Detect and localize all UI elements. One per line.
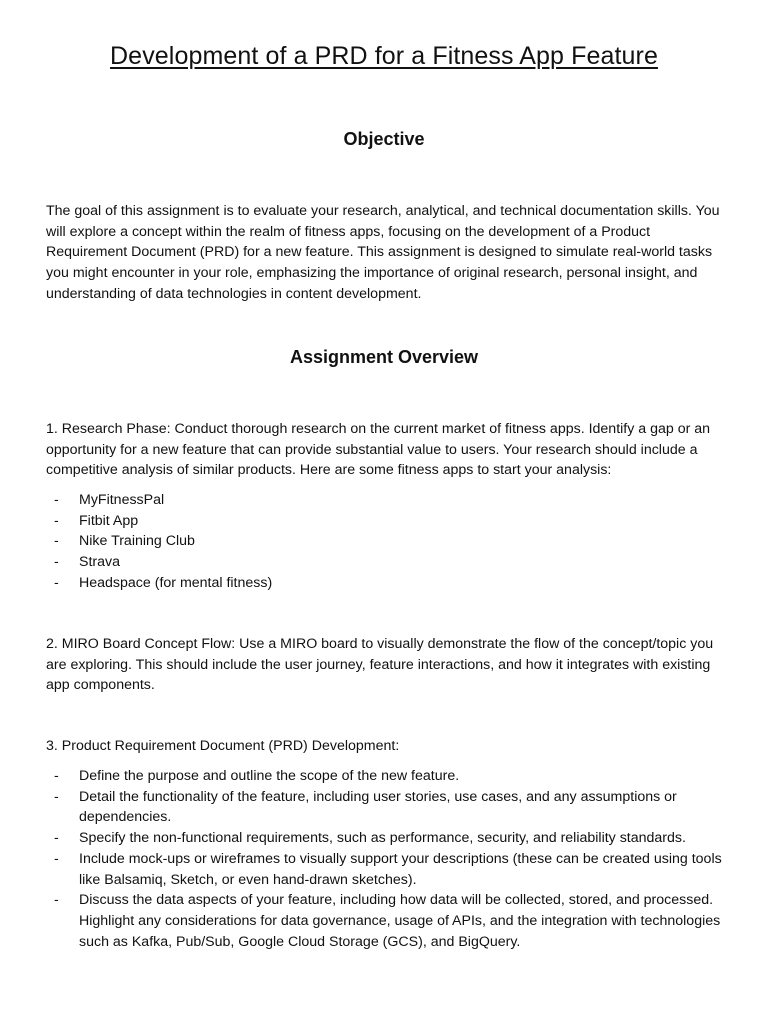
- prd-item-text: Discuss the data aspects of your feature, including how data will be collected, stored, and processed. Highlight any considerations for data governance, usage of APIs, and the integration with technologies such as Kafka, Pub/Sub, Google Cloud Storage (GCS), and BigQuery.: [79, 892, 721, 950]
- app-name: Strava: [79, 554, 121, 571]
- bullet-dash: -: [54, 574, 59, 591]
- bullet-dash: -: [54, 830, 59, 847]
- list-item: [46, 849, 726, 890]
- bullet-dash: -: [54, 554, 59, 571]
- objective-paragraph: The goal of this assignment is to evaluate your research, analytical, and technical documentation skills. You will explore a concept within the realm of fitness apps, focusing on the development of a Product Requirement Document (PRD) for a new feature. This assignment is designed to simulate real-world tasks you might encounter in your role, emphasizing the importance of original research, personal insight, and understanding of data technologies in content development.: [46, 203, 720, 302]
- prd-item-text: Include mock-ups or wireframes to visually support your descriptions (these can be created using tools like Balsamiq, Sketch, or even hand-drawn sketches).: [79, 850, 722, 888]
- miro-board-paragraph: 2. MIRO Board Concept Flow: Use a MIRO board to visually demonstrate the flow of the concept/topic you are exploring. This should include the user journey, feature interactions, and how it integrates with existing app components.: [46, 636, 714, 694]
- prd-development-heading: 3. Product Requirement Document (PRD) Development:: [46, 738, 400, 754]
- list-item: [46, 490, 726, 511]
- list-item: [46, 890, 726, 952]
- bullet-dash: -: [54, 533, 59, 550]
- fitness-apps-list: [46, 490, 726, 594]
- list-item: [46, 787, 726, 828]
- objective-heading: Objective: [343, 129, 425, 149]
- bullet-dash: -: [54, 850, 59, 867]
- research-phase-paragraph: 1. Research Phase: Conduct thorough research on the current market of fitness apps. Identify a gap or an opportunity for a new feature that can provide substantial value to users. Your research should include a competitive analysis of similar products. Here are some fitness apps to start your analysis:: [46, 421, 711, 479]
- bullet-dash: -: [54, 892, 59, 909]
- prd-item-text: Specify the non-functional requirements, such as performance, security, and reliability standards.: [79, 830, 686, 847]
- list-item: [46, 531, 726, 552]
- app-name: Headspace (for mental fitness): [79, 574, 273, 591]
- bullet-dash: -: [54, 768, 59, 784]
- list-item: [46, 552, 726, 573]
- app-name: Nike Training Club: [79, 533, 195, 550]
- prd-item-text: Detail the functionality of the feature, including user stories, use cases, and any assumptions or dependencies.: [79, 788, 677, 826]
- list-item: [46, 766, 726, 787]
- bullet-dash: -: [54, 512, 59, 529]
- list-item: [46, 573, 726, 594]
- app-name: MyFitnessPal: [79, 492, 165, 508]
- list-item: [46, 511, 726, 532]
- list-item: [46, 828, 726, 849]
- assignment-overview-heading: Assignment Overview: [289, 347, 479, 367]
- app-name: Fitbit App: [79, 512, 139, 529]
- prd-item-text: Define the purpose and outline the scope of the new feature.: [79, 768, 460, 784]
- bullet-dash: -: [54, 788, 59, 805]
- bullet-dash: -: [54, 492, 59, 508]
- prd-requirements-list: [46, 766, 726, 952]
- document-title: Development of a PRD for a Fitness App Feature: [110, 42, 658, 70]
